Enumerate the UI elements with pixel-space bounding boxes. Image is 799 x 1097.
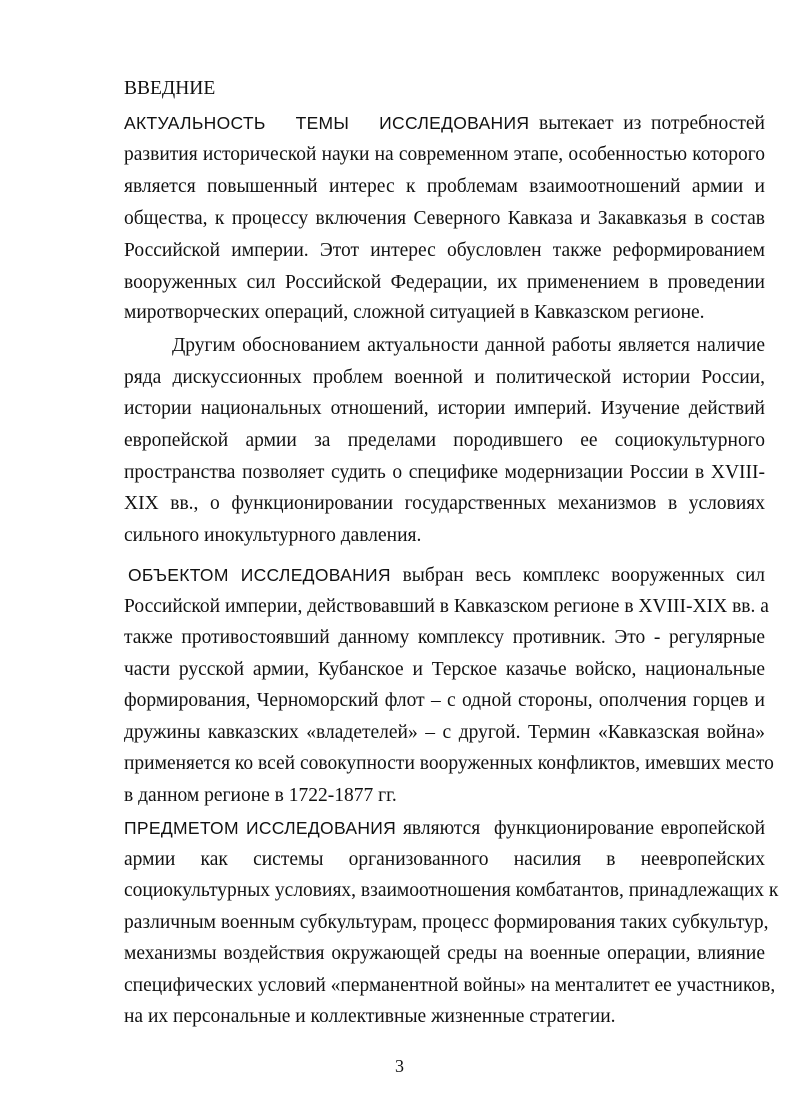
relevance-label: АКТУАЛЬНОСТЬ ТЕМЫ ИССЛЕДОВАНИЯ [124, 113, 530, 133]
object-label: ОБЪЕКТОМ ИССЛЕДОВАНИЯ [128, 565, 391, 585]
subject-label: ПРЕДМЕТОМ ИССЛЕДОВАНИЯ [124, 818, 397, 838]
text-line: также противостоявший данному комплексу противник. Это - регулярные [124, 627, 765, 648]
text-line: европейской армии за пределами породившего ее социокультурного [124, 430, 765, 451]
text-line: формирования, Черноморский флот – с одной стороны, ополчения горцев и [124, 690, 765, 711]
text-line: специфических условий «перманентной войны» на менталитет ее участников, [124, 975, 776, 996]
text-line: армии как системы организованного насилия в неевропейских [124, 849, 765, 870]
text-line: пространства позволяет судить о специфике модернизации России в XVIII- [124, 462, 765, 483]
section-heading: ВВЕДНИЕ [124, 78, 216, 99]
text-line: на их персональные и коллективные жизненные стратегии. [124, 1006, 616, 1027]
text-line: миротворческих операций, сложной ситуацией в Кавказском регионе. [124, 302, 705, 323]
text-line: различным военным субкультурам, процесс формирования таких субкультур, [124, 912, 769, 933]
text-line: истории национальных отношений, истории империй. Изучение действий [124, 398, 765, 419]
text-line: механизмы воздействия окружающей среды на военные операции, влияние [124, 943, 765, 964]
text-line: дружины кавказских «владетелей» – с другой. Термин «Кавказская война» [124, 722, 765, 743]
page-number: 3 [395, 1056, 404, 1076]
object-first-line: ОБЪЕКТОМ ИССЛЕДОВАНИЯ выбран весь комплекс вооруженных сил [128, 565, 765, 586]
text-line: Российской империи, действовавший в Кавказском регионе в XVIII-XIX вв. а [124, 596, 769, 617]
text-line: применяется ко всей совокупности вооруженных конфликтов, имевших место [124, 753, 774, 774]
subject-first-line: ПРЕДМЕТОМ ИССЛЕДОВАНИЯ являются функционирование европейской [124, 818, 766, 839]
text-line: Другим обоснованием актуальности данной работы является наличие [172, 335, 765, 356]
text-line: части русской армии, Кубанское и Терское казачье войско, национальные [124, 659, 765, 680]
text-line: XIX вв., о функционировании государственных механизмов в условиях [124, 493, 765, 514]
text-line: развития исторической науки на современном этапе, особенностью которого [124, 144, 765, 165]
text-line: общества, к процессу включения Северного Кавказа и Закавказья в состав [124, 208, 765, 229]
text-line: сильного инокультурного давления. [124, 525, 422, 546]
text-line: Российской империи. Этот интерес обусловлен также реформированием [124, 240, 765, 261]
text-line: вооруженных сил Российской Федерации, их применением в проведении [124, 272, 765, 293]
text-line: в данном регионе в 1722-1877 гг. [124, 785, 397, 806]
text-line: социокультурных условиях, взаимоотношения комбатантов, принадлежащих к [124, 880, 779, 901]
text-line: ряда дискуссионных проблем военной и политической истории России, [124, 367, 765, 388]
relevance-first-line: АКТУАЛЬНОСТЬ ТЕМЫ ИССЛЕДОВАНИЯ вытекает из потребностей [124, 113, 765, 134]
text-line: является повышенный интерес к проблемам взаимоотношений армии и [124, 176, 765, 197]
